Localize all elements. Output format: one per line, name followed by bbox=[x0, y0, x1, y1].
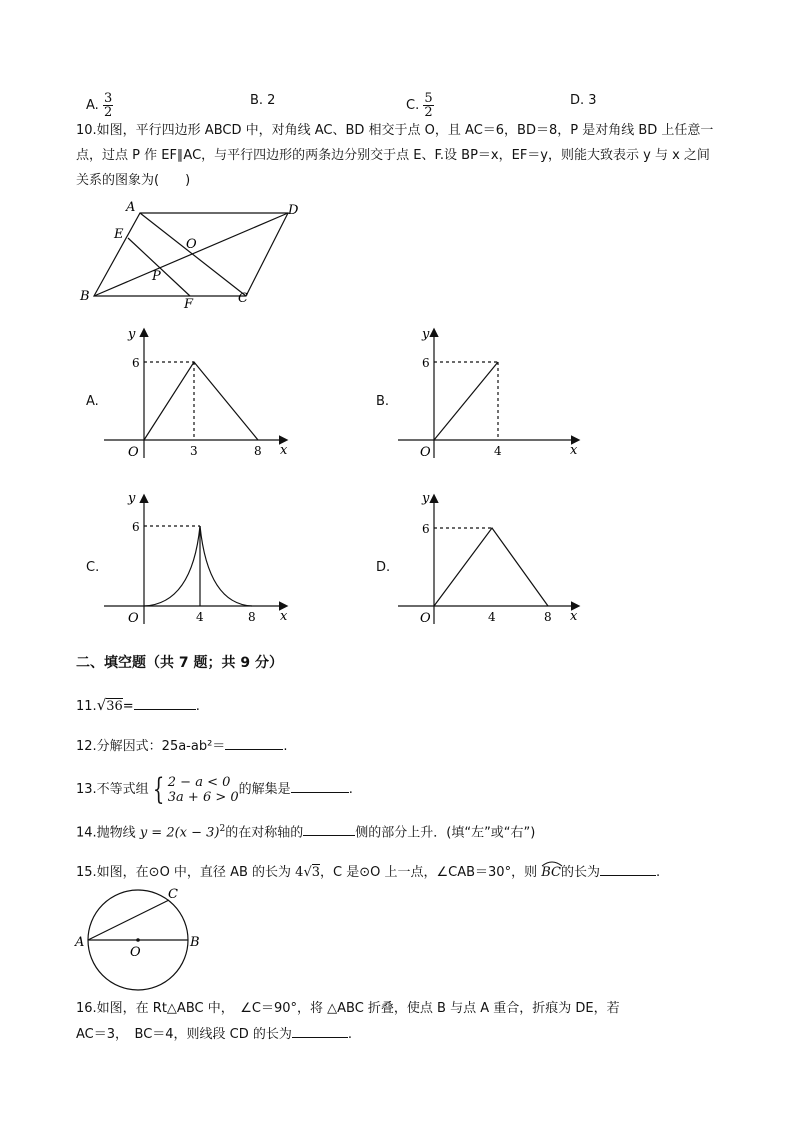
sqrt-symbol: √ bbox=[303, 865, 312, 880]
y-mark: 6 bbox=[422, 522, 430, 536]
answer-blank[interactable] bbox=[292, 1025, 348, 1038]
x-label: x bbox=[570, 609, 578, 624]
q10-parallelogram-figure bbox=[74, 198, 314, 314]
y-label: y bbox=[128, 491, 136, 506]
q9-option-c bbox=[406, 92, 434, 119]
label-f: F bbox=[184, 297, 194, 312]
label-a: A bbox=[75, 935, 85, 950]
graph-a-option-label: A. bbox=[86, 394, 99, 409]
x-mark: 4 bbox=[196, 610, 204, 624]
q11 bbox=[76, 696, 200, 716]
label-p: P bbox=[152, 269, 161, 284]
q14-mid: 的在对称轴的 bbox=[225, 825, 304, 841]
q12-text: 12.分解因式：25a-ab²＝ bbox=[76, 739, 226, 754]
brace-symbol: { bbox=[152, 771, 164, 807]
label-a: A bbox=[126, 200, 136, 215]
section-2-title: 二、填空题（共 7 题；共 9 分） bbox=[76, 655, 283, 671]
graph-c-curve-left bbox=[144, 526, 200, 606]
q9-option-a-fraction bbox=[103, 92, 113, 119]
y-mark: 6 bbox=[422, 356, 430, 370]
q10-line-2: 点，过点 P 作 EF∥AC，与平行四边形的两条边分别交于点 E、F.设 BP＝x，EF＝y，则能大致表示 y 与 x 之间 bbox=[76, 148, 710, 163]
fraction-numerator: 3 bbox=[103, 91, 113, 106]
graph-d bbox=[394, 488, 590, 628]
q9-option-c-label: C. bbox=[406, 98, 420, 113]
q13-suffix: 的解集是 bbox=[238, 782, 291, 797]
q12-end: . bbox=[283, 739, 288, 754]
graph-b-option-label: B. bbox=[376, 394, 390, 409]
label-e: E bbox=[114, 227, 124, 242]
label-c: C bbox=[238, 291, 248, 306]
y-label: y bbox=[422, 327, 430, 342]
x-mark: 4 bbox=[488, 610, 496, 624]
q15-prefix: 15.如图，在⊙O 中，直径 AB 的长为 bbox=[76, 865, 292, 880]
label-c: C bbox=[168, 887, 178, 902]
q11-prefix: 11. bbox=[76, 699, 97, 714]
q13-system bbox=[168, 775, 239, 805]
q9-options bbox=[86, 86, 706, 120]
fraction-numerator: 5 bbox=[424, 91, 433, 106]
fraction-denominator: 2 bbox=[103, 105, 113, 120]
sqrt-symbol: √ bbox=[96, 696, 107, 714]
q13-prefix: 13.不等式组 bbox=[76, 782, 149, 797]
q15-mid: ，C 是⊙O 上一点，∠CAB＝30°，则 bbox=[320, 865, 538, 880]
label-b: B bbox=[190, 935, 200, 950]
q15-circle-figure bbox=[72, 884, 212, 992]
origin-label: O bbox=[420, 445, 431, 460]
q13-row-2: 3a + 6 > 0 bbox=[167, 789, 239, 805]
x-label: x bbox=[280, 443, 288, 458]
y-mark: 6 bbox=[132, 520, 140, 534]
fraction-denominator: 2 bbox=[424, 105, 433, 120]
answer-blank[interactable] bbox=[303, 823, 355, 836]
q9-option-a-label: A. bbox=[86, 98, 99, 113]
q16-line-1: 16.如图，在 Rt△ABC 中， ∠C＝90°，将 △ABC 折叠，使点 B 与点 A 重合，折痕为 DE，若 bbox=[76, 1001, 620, 1016]
x-mark: 8 bbox=[254, 444, 262, 458]
q15-end: . bbox=[655, 865, 661, 880]
graph-c-option-label: C. bbox=[86, 560, 100, 575]
q9-option-c-fraction bbox=[423, 92, 433, 119]
origin-label: O bbox=[420, 611, 431, 626]
graph-d-option-label: D. bbox=[376, 560, 391, 575]
answer-blank[interactable] bbox=[134, 697, 196, 710]
graph-a bbox=[100, 322, 300, 462]
q13 bbox=[76, 772, 353, 808]
label-b: B bbox=[80, 289, 90, 304]
q16-end: . bbox=[347, 1027, 353, 1042]
q10-line-3: 关系的图象为( ) bbox=[76, 173, 191, 188]
q15-arc bbox=[541, 864, 561, 882]
q11-equals: = bbox=[122, 699, 134, 714]
q14-suffix: 侧的部分上升．(填“左”或“右”) bbox=[355, 825, 536, 841]
arc-symbol bbox=[541, 859, 563, 867]
q16-line-2-text: AC＝3， BC＝4，则线段 CD 的长为 bbox=[76, 1027, 292, 1042]
x-mark: 8 bbox=[544, 610, 552, 624]
graph-a-curve bbox=[144, 362, 258, 440]
x-mark: 8 bbox=[248, 610, 256, 624]
q12 bbox=[76, 737, 287, 756]
x-label: x bbox=[570, 443, 578, 458]
label-o: O bbox=[130, 945, 141, 960]
q11-radicand: 36 bbox=[106, 699, 123, 714]
graph-d-curve bbox=[434, 528, 548, 606]
graph-c-curve-right bbox=[200, 526, 252, 606]
center-point bbox=[136, 938, 140, 942]
q15-length-radicand: 3 bbox=[311, 865, 321, 880]
origin-label: O bbox=[128, 445, 139, 460]
q10-line-1: 10.如图，平行四边形 ABCD 中，对角线 AC、BD 相交于点 O，且 AC＝6，BD＝8，P 是对角线 BD 上任意一 bbox=[76, 123, 714, 138]
label-d: D bbox=[288, 203, 299, 218]
q14-formula: y = 2(x − 3) bbox=[139, 825, 220, 841]
graph-b bbox=[394, 322, 590, 462]
q11-end: . bbox=[195, 699, 200, 714]
q15-suffix: 的长为 bbox=[560, 865, 600, 880]
answer-blank[interactable] bbox=[225, 737, 283, 750]
answer-blank[interactable] bbox=[600, 863, 656, 876]
y-label: y bbox=[422, 491, 430, 506]
q15 bbox=[76, 863, 660, 882]
y-mark: 6 bbox=[132, 356, 140, 370]
q14-prefix: 14.抛物线 bbox=[76, 825, 136, 841]
q9-option-a bbox=[86, 92, 113, 119]
x-mark: 3 bbox=[190, 444, 198, 458]
q13-row-1: 2 − a < 0 bbox=[167, 774, 231, 790]
q15-length-coef: 4 bbox=[295, 865, 304, 880]
x-label: x bbox=[280, 609, 288, 624]
arc-label: BC bbox=[541, 865, 561, 880]
label-o: O bbox=[186, 237, 197, 252]
q16-line-2 bbox=[76, 1025, 352, 1044]
x-mark: 4 bbox=[494, 444, 502, 458]
segment-ef bbox=[128, 238, 190, 296]
y-label: y bbox=[128, 327, 136, 342]
q9-option-b: B. 2 bbox=[250, 93, 276, 108]
chord-ac bbox=[88, 900, 169, 940]
graph-c bbox=[100, 488, 300, 628]
origin-label: O bbox=[128, 611, 139, 626]
diagonal-bd bbox=[94, 213, 288, 296]
q13-end: . bbox=[348, 782, 353, 797]
graph-b-curve bbox=[434, 362, 498, 440]
q9-option-d: D. 3 bbox=[570, 93, 597, 108]
q14 bbox=[76, 820, 535, 842]
q14-exponent: 2 bbox=[219, 824, 226, 834]
answer-blank[interactable] bbox=[291, 780, 349, 793]
